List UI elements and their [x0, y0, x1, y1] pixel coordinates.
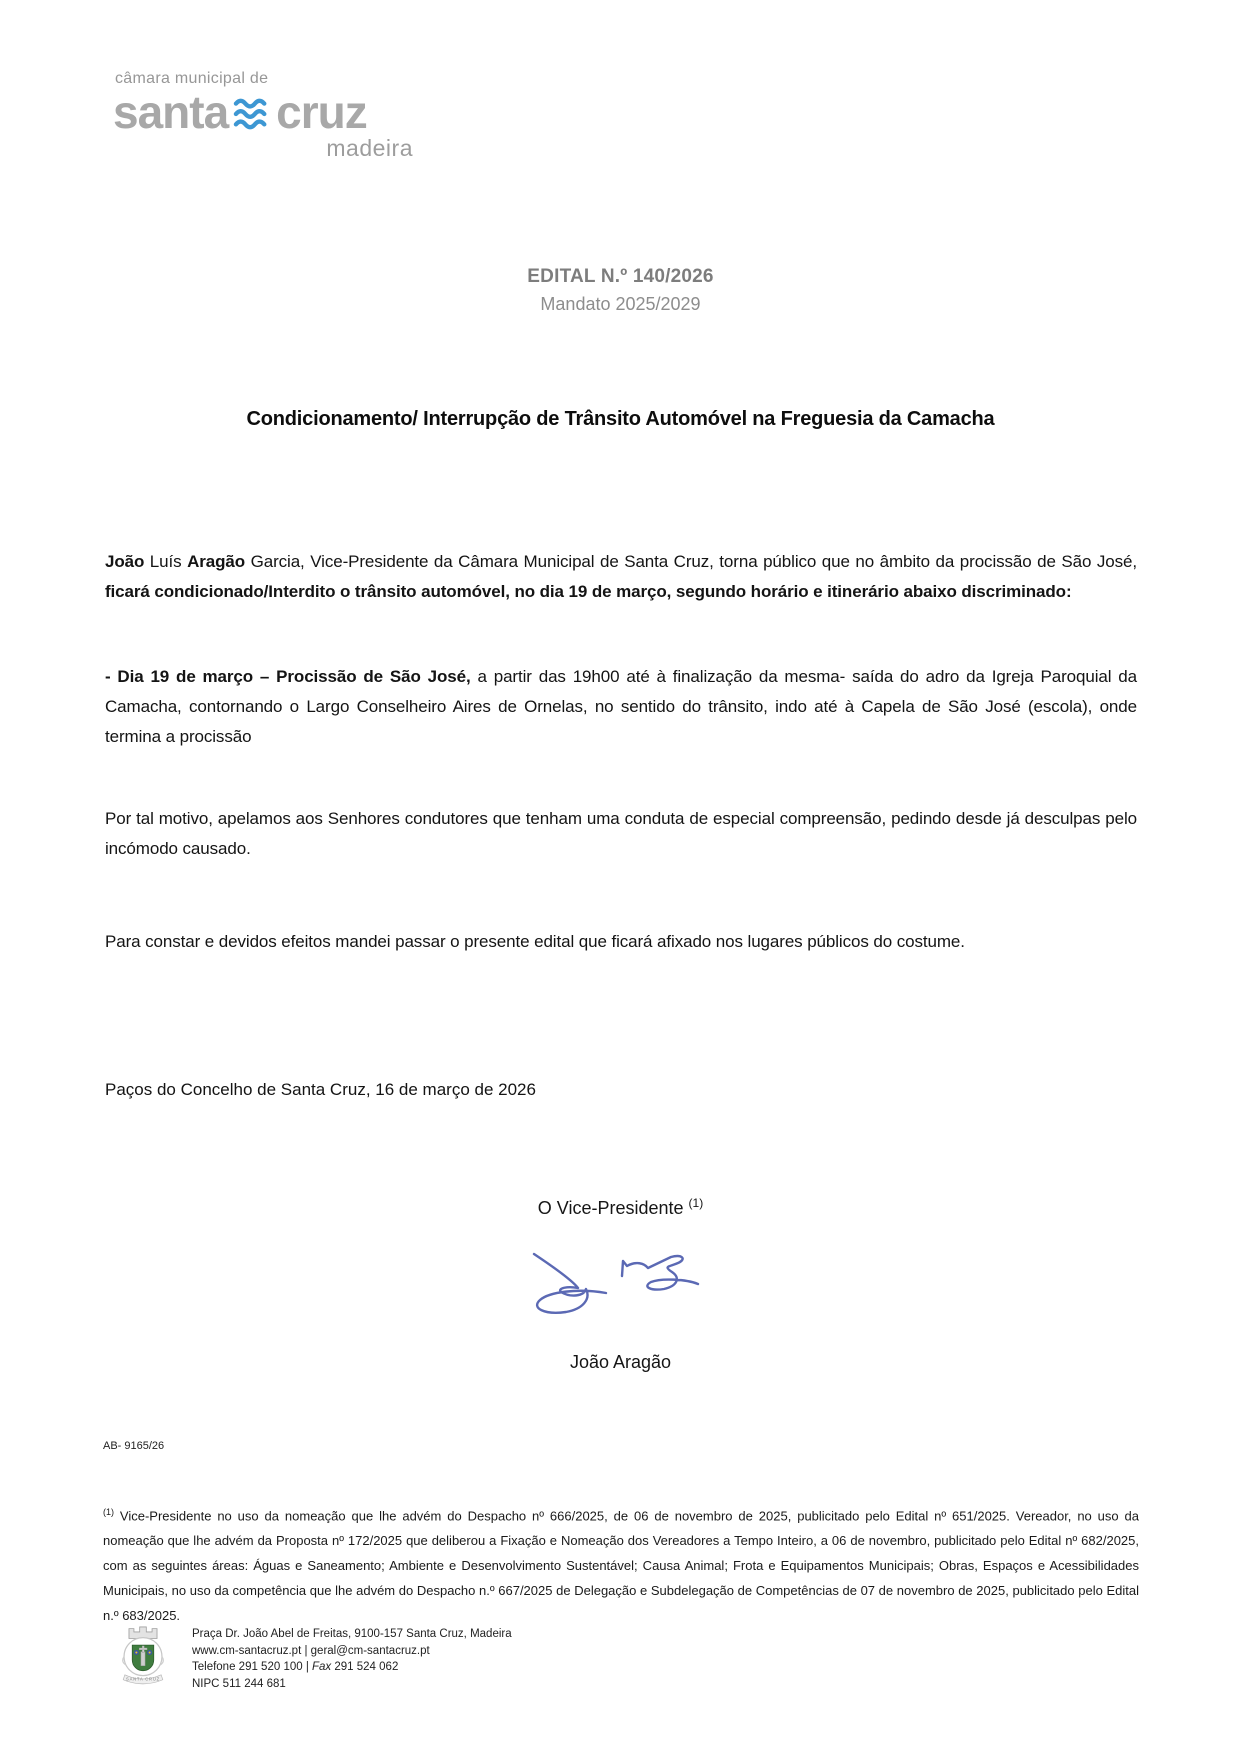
footer-nipc: NIPC 511 244 681	[192, 1677, 286, 1690]
footnote-ref-superscript: (1)	[688, 1196, 704, 1210]
intro-text-1: Luís	[144, 552, 188, 571]
footer-address: Praça Dr. João Abel de Freitas, 9100-157 Santa Cruz, Madeira	[192, 1628, 512, 1640]
dateline: Paços do Concelho de Santa Cruz, 16 de março de 2026	[105, 1080, 536, 1099]
logo-brand	[113, 86, 413, 138]
coat-of-arms-icon	[118, 1622, 168, 1688]
municipality-logo	[113, 70, 413, 162]
intro-text-2: Garcia, Vice-Presidente da Câmara Municipal de Santa Cruz, torna público que no âmbito da procissão de São José,	[245, 552, 1138, 571]
footer-fax-number: 291 524 062	[331, 1661, 399, 1673]
footnote-marker: (1)	[103, 1507, 114, 1517]
footer-web-email: www.cm-santacruz.pt | geral@cm-santacruz.pt	[192, 1644, 430, 1657]
crest-motto: SANTA CRUZ	[126, 1676, 160, 1682]
footnote-text: Vice-Presidente no uso da nomeação que lhe advém do Despacho nº 666/2025, de 06 de novembro de 2025, publicitado pelo Edital nº 651/2025. Vereador, no uso da nomeação que lhe advém da Proposta nº 172/2025 que deliberou a Fixação e Nomeação dos Vereadores a Tempo Inteiro, a 06 de novembro, publicitado pelo Edital nº 682/2025, com as seguintes áreas: Águas e Saneamento; Ambiente e Desenvolvimento Sustentável; Causa Animal; Frota e Equipamentos Municipais; Obras, Espaços e Acessibilidades Municipais, no uso da competência que lhe advém do Despacho n.º 667/2025 de Delegação e Subdelegação de Competências de 07 de novembro de 2025, publicitado pelo Edital n.º 683/2025.	[103, 1508, 1139, 1624]
title-block	[0, 266, 1241, 315]
intro-name-bold-1: João	[105, 552, 145, 571]
document-heading: Condicionamento/ Interrupção de Trânsito Automóvel na Freguesia da Camacha	[246, 408, 995, 430]
procession-bold-lead: - Dia 19 de março – Procissão de São José,	[105, 667, 471, 686]
logo-brand-right: cruz	[276, 86, 367, 138]
intro-bold-tail: ficará condicionado/Interdito o trânsito automóvel, no dia 19 de março, segundo horário e itinerário abaixo discriminado:	[105, 582, 1072, 601]
paragraph-apology: Por tal motivo, apelamos aos Senhores condutores que tenham uma conduta de especial compreensão, pedindo desde já desculpas pelo incómodo causado.	[105, 809, 1137, 858]
footer	[118, 1622, 512, 1692]
paragraph-closing: Para constar e devidos efeitos mandei passar o presente edital que ficará afixado nos lugares públicos do costume.	[105, 932, 965, 951]
procession-text: a partir das 19h00 até à finalização da mesma- saída do adro da Igreja Paroquial da Camacha, contornando o Largo Conselheiro Aires de Ornelas, no sentido do trânsito, indo até à Capela de São José (escola), onde termina a procissão	[105, 667, 1138, 746]
mandate-line: Mandato 2025/2029	[540, 294, 701, 314]
footer-fax-label: Fax	[312, 1661, 332, 1673]
intro-name-bold-2: Aragão	[187, 552, 246, 571]
waves-icon	[233, 97, 271, 131]
logo-region: madeira	[326, 135, 413, 161]
handwritten-signature	[526, 1248, 716, 1323]
signer-name: João Aragão	[569, 1352, 672, 1372]
edital-number: EDITAL N.º 140/2026	[527, 266, 714, 287]
signer-role-line	[0, 1196, 1241, 1219]
signature-wrap	[0, 1248, 1241, 1323]
signer-role: O Vice-Presidente	[537, 1198, 684, 1218]
footer-phone: Telefone 291 520 100 |	[192, 1661, 313, 1673]
document-reference: AB- 9165/26	[103, 1440, 165, 1452]
paragraph-procession	[105, 662, 1137, 752]
footer-contact-block	[192, 1622, 512, 1692]
paragraph-intro	[105, 547, 1137, 607]
footnote	[103, 1500, 1139, 1628]
logo-tagline: câmara municipal de	[115, 70, 269, 87]
logo-brand-left: santa	[113, 86, 229, 138]
footer-phone-fax	[192, 1659, 512, 1676]
heading-wrap	[0, 402, 1241, 437]
